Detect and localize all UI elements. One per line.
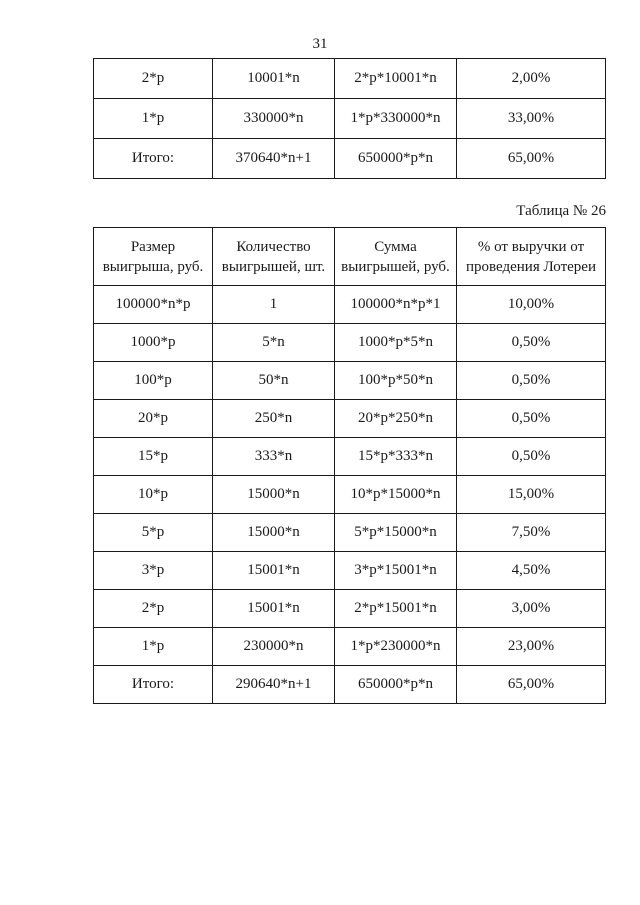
prize-table-26	[93, 227, 606, 704]
cell-revenue-percent: 0,50%	[457, 438, 606, 476]
cell-revenue-percent: 65,00%	[457, 139, 606, 179]
cell-revenue-percent: 3,00%	[457, 590, 606, 628]
table-row	[94, 514, 606, 552]
cell-revenue-percent: 0,50%	[457, 324, 606, 362]
header-line: проведения Лотереи	[466, 258, 596, 275]
cell-prize-sum: 10*р*15000*n	[335, 476, 457, 514]
cell-prize-sum: 2*р*15001*n	[335, 590, 457, 628]
cell-revenue-percent: 4,50%	[457, 552, 606, 590]
cell-prize-sum: 650000*р*n	[335, 139, 457, 179]
cell-prize-size: 1000*р	[94, 324, 213, 362]
cell-prize-count: 50*n	[213, 362, 335, 400]
cell-prize-size: Итого:	[94, 139, 213, 179]
table-header-row	[94, 228, 606, 286]
cell-prize-count: 15000*n	[213, 514, 335, 552]
header-prize-sum	[335, 228, 457, 286]
cell-prize-size: 5*р	[94, 514, 213, 552]
cell-prize-size: 2*р	[94, 590, 213, 628]
cell-revenue-percent: 33,00%	[457, 99, 606, 139]
cell-prize-count: 10001*n	[213, 59, 335, 99]
cell-revenue-percent: 2,00%	[457, 59, 606, 99]
table-row	[94, 628, 606, 666]
cell-prize-sum: 3*р*15001*n	[335, 552, 457, 590]
cell-prize-sum: 5*р*15000*n	[335, 514, 457, 552]
table-caption: Таблица № 26	[516, 203, 606, 219]
cell-prize-size: 1*р	[94, 99, 213, 139]
page-number: 31	[312, 36, 328, 52]
table-row	[94, 99, 606, 139]
cell-prize-sum: 1000*р*5*n	[335, 324, 457, 362]
table-row	[94, 59, 606, 99]
prize-table-continuation	[93, 58, 606, 179]
header-line: Размер	[130, 238, 176, 255]
header-line: % от выручки от	[477, 238, 585, 255]
cell-prize-sum: 20*р*250*n	[335, 400, 457, 438]
table-row	[94, 590, 606, 628]
cell-prize-size: 100000*n*р	[94, 286, 213, 324]
cell-prize-sum: 1*р*330000*n	[335, 99, 457, 139]
cell-revenue-percent: 7,50%	[457, 514, 606, 552]
cell-prize-sum: 15*р*333*n	[335, 438, 457, 476]
cell-prize-size: 1*р	[94, 628, 213, 666]
cell-prize-count: 15001*n	[213, 590, 335, 628]
cell-prize-count: 230000*n	[213, 628, 335, 666]
cell-revenue-percent: 23,00%	[457, 628, 606, 666]
cell-prize-size: 3*р	[94, 552, 213, 590]
cell-prize-size: Итого:	[94, 666, 213, 704]
cell-prize-size: 2*р	[94, 59, 213, 99]
cell-prize-size: 15*р	[94, 438, 213, 476]
table-row	[94, 438, 606, 476]
table-row	[94, 552, 606, 590]
header-line: Сумма	[374, 238, 417, 255]
prize-table-continuation-body	[94, 59, 606, 179]
table-row	[94, 400, 606, 438]
cell-prize-sum: 1*р*230000*n	[335, 628, 457, 666]
cell-prize-size: 100*р	[94, 362, 213, 400]
cell-prize-count: 250*n	[213, 400, 335, 438]
cell-prize-count: 290640*n+1	[213, 666, 335, 704]
header-prize-size	[94, 228, 213, 286]
cell-prize-count: 333*n	[213, 438, 335, 476]
table-row	[94, 362, 606, 400]
header-line: выигрышей, руб.	[341, 258, 450, 275]
cell-prize-sum: 2*р*10001*n	[335, 59, 457, 99]
cell-prize-count: 370640*n+1	[213, 139, 335, 179]
cell-prize-size: 20*р	[94, 400, 213, 438]
cell-revenue-percent: 0,50%	[457, 362, 606, 400]
table-row	[94, 324, 606, 362]
cell-prize-count: 1	[213, 286, 335, 324]
header-line: Количество	[236, 238, 311, 255]
cell-prize-sum: 100*р*50*n	[335, 362, 457, 400]
table-row	[94, 476, 606, 514]
header-line: выигрышей, шт.	[221, 258, 326, 275]
cell-revenue-percent: 65,00%	[457, 666, 606, 704]
header-prize-count	[213, 228, 335, 286]
cell-revenue-percent: 0,50%	[457, 400, 606, 438]
table-row	[94, 139, 606, 179]
table-row	[94, 666, 606, 704]
cell-revenue-percent: 10,00%	[457, 286, 606, 324]
table-row	[94, 286, 606, 324]
cell-prize-sum: 100000*n*р*1	[335, 286, 457, 324]
header-revenue-percent	[457, 228, 606, 286]
cell-prize-size: 10*р	[94, 476, 213, 514]
cell-revenue-percent: 15,00%	[457, 476, 606, 514]
cell-prize-count: 15000*n	[213, 476, 335, 514]
cell-prize-count: 330000*n	[213, 99, 335, 139]
prize-table-26-body	[94, 286, 606, 704]
cell-prize-count: 15001*n	[213, 552, 335, 590]
cell-prize-sum: 650000*р*n	[335, 666, 457, 704]
header-line: выигрыша, руб.	[102, 258, 204, 275]
cell-prize-count: 5*n	[213, 324, 335, 362]
